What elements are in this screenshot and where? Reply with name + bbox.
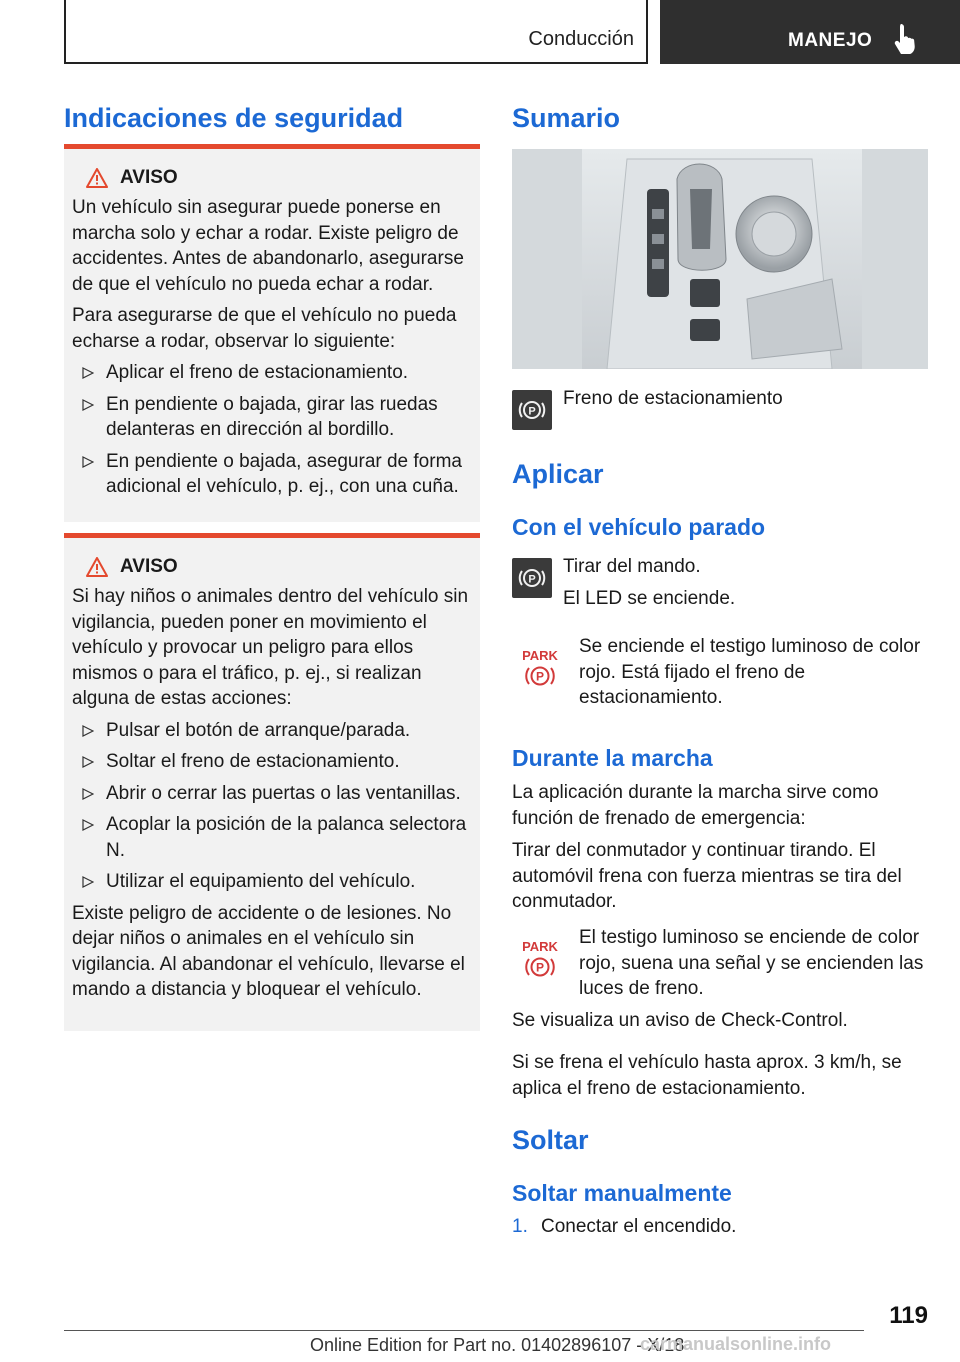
list-item xyxy=(72,718,472,744)
list-item xyxy=(72,392,472,443)
warning-list xyxy=(72,718,472,895)
list-item xyxy=(72,749,472,775)
warning-header xyxy=(72,167,472,189)
stopped-light-text: Se enciende el testigo luminoso de color rojo. Está fijado el freno de estacionamiento. xyxy=(579,636,921,708)
driving-paragraph-3: Se visualiza un aviso de Check-Control. xyxy=(512,1010,848,1031)
safety-title: Indicaciones de seguridad xyxy=(64,103,404,133)
bullet-triangle-icon xyxy=(82,399,94,411)
warning-header xyxy=(72,556,472,578)
manual-release-title: Soltar manualmente xyxy=(512,1180,732,1206)
driving-paragraph-1: La aplicación durante la marcha sirve como función de frenado de emergencia: xyxy=(512,782,879,829)
hand-pointer-icon xyxy=(892,22,922,56)
footer-divider xyxy=(64,1330,864,1331)
list-item-text: Soltar el freno de estacionamiento. xyxy=(106,751,400,772)
list-item-text: Utilizar el equipamiento del vehículo. xyxy=(106,871,416,892)
warning-text: Si hay niños o animales dentro del vehículo sin vigilancia, pueden poner en movimiento el vehículo y provocar un peligro para ellos mismos o para el tráfico, p. ej., si realizan alguna de estas acciones: xyxy=(72,586,469,709)
bullet-triangle-icon xyxy=(82,876,94,888)
svg-text:P: P xyxy=(528,405,536,418)
list-item-text: En pendiente o bajada, girar las ruedas delanteras en dirección al bordillo. xyxy=(106,393,438,440)
bullet-triangle-icon xyxy=(82,367,94,379)
list-item-text: Aplicar el freno de estacionamiento. xyxy=(106,362,409,383)
warning-label: AVISO xyxy=(120,167,178,188)
list-item-text: En pendiente o bajada, asegurar de forma adicional el vehículo, p. ej., con una cuña. xyxy=(106,450,462,497)
park-label: PARK xyxy=(522,939,558,954)
bullet-triangle-icon xyxy=(82,456,94,468)
parking-brake-switch-icon xyxy=(512,390,552,430)
driving-light-text: El testigo luminoso se enciende de color rojo, suena una señal y se encienden las luces de freno. xyxy=(579,927,924,999)
warning-lead: Para asegurarse de que el vehículo no pueda echarse a rodar, observar lo siguiente: xyxy=(72,305,457,352)
park-label: PARK xyxy=(522,648,558,663)
list-item-text: Abrir o cerrar las puertas o las ventanillas. xyxy=(106,782,461,804)
bullet-triangle-icon xyxy=(82,725,94,737)
header-chapter-tab xyxy=(660,0,960,64)
header-chapter-label: MANEJO xyxy=(788,30,873,51)
release-title: Soltar xyxy=(512,1125,589,1155)
footer-edition: Online Edition for Part no. 01402896107 - X/18 xyxy=(310,1335,685,1355)
svg-text:P: P xyxy=(535,669,545,684)
list-item xyxy=(72,449,472,500)
parking-brake-switch-icon xyxy=(512,558,552,598)
svg-text:P: P xyxy=(528,573,536,586)
center-console-photo xyxy=(512,149,928,369)
park-warning-light-icon xyxy=(520,935,560,987)
watermark: carmanualsonline.info xyxy=(640,1334,832,1354)
list-item xyxy=(72,812,472,863)
park-warning-light-icon xyxy=(520,644,560,696)
page-number: 119 xyxy=(889,1302,928,1329)
stopped-title: Con el vehículo parado xyxy=(512,514,766,540)
manual-step-1: Conectar el encendido. xyxy=(541,1216,737,1237)
header-section-box xyxy=(64,0,648,64)
warning-label: AVISO xyxy=(120,556,178,577)
warning-list xyxy=(72,360,472,500)
bullet-triangle-icon xyxy=(82,788,94,800)
stopped-step-1: Tirar del mando. xyxy=(563,556,701,577)
warning-triangle-icon xyxy=(86,557,108,577)
svg-text:P: P xyxy=(535,960,545,975)
step-number: 1. xyxy=(512,1216,528,1237)
warning-outro: Existe peligro de accidente o de lesiones. No dejar niños o animales en el vehículo sin vigilancia. Al abandonar el vehículo, llevarse el mando a distancia y bloquear el vehículo. xyxy=(72,902,465,1000)
bullet-triangle-icon xyxy=(82,819,94,831)
list-item-text: Acoplar la posición de la palanca selectora N. xyxy=(106,814,467,861)
list-item-text: Pulsar el botón de arranque/parada. xyxy=(106,719,411,741)
brake-caption: Freno de estacionamiento xyxy=(563,388,783,409)
summary-title: Sumario xyxy=(512,103,621,133)
driving-paragraph-4: Si se frena el vehículo hasta aprox. 3 km/h, se aplica el freno de estacionamiento. xyxy=(512,1052,902,1099)
driving-title: Durante la marcha xyxy=(512,745,713,771)
driving-paragraph-2: Tirar del conmutador y continuar tirando. El automóvil frena con fuerza mientras se tira del conmutador. xyxy=(512,840,902,912)
warning-box-1 xyxy=(64,144,480,522)
warning-triangle-icon xyxy=(86,168,108,188)
list-item xyxy=(72,360,472,386)
bullet-triangle-icon xyxy=(82,756,94,768)
apply-title: Aplicar xyxy=(512,459,604,489)
stopped-step-2: El LED se enciende. xyxy=(563,588,736,609)
warning-box-2 xyxy=(64,533,480,1031)
list-item xyxy=(72,781,472,807)
list-item xyxy=(72,869,472,895)
header-section-label: Conducción xyxy=(528,28,634,50)
warning-text: Un vehículo sin asegurar puede ponerse en marcha solo y echar a rodar. Existe peligro de accidentes. Antes de abandonarlo, asegurarse de que el vehículo no pueda echar a rodar. xyxy=(72,197,464,295)
